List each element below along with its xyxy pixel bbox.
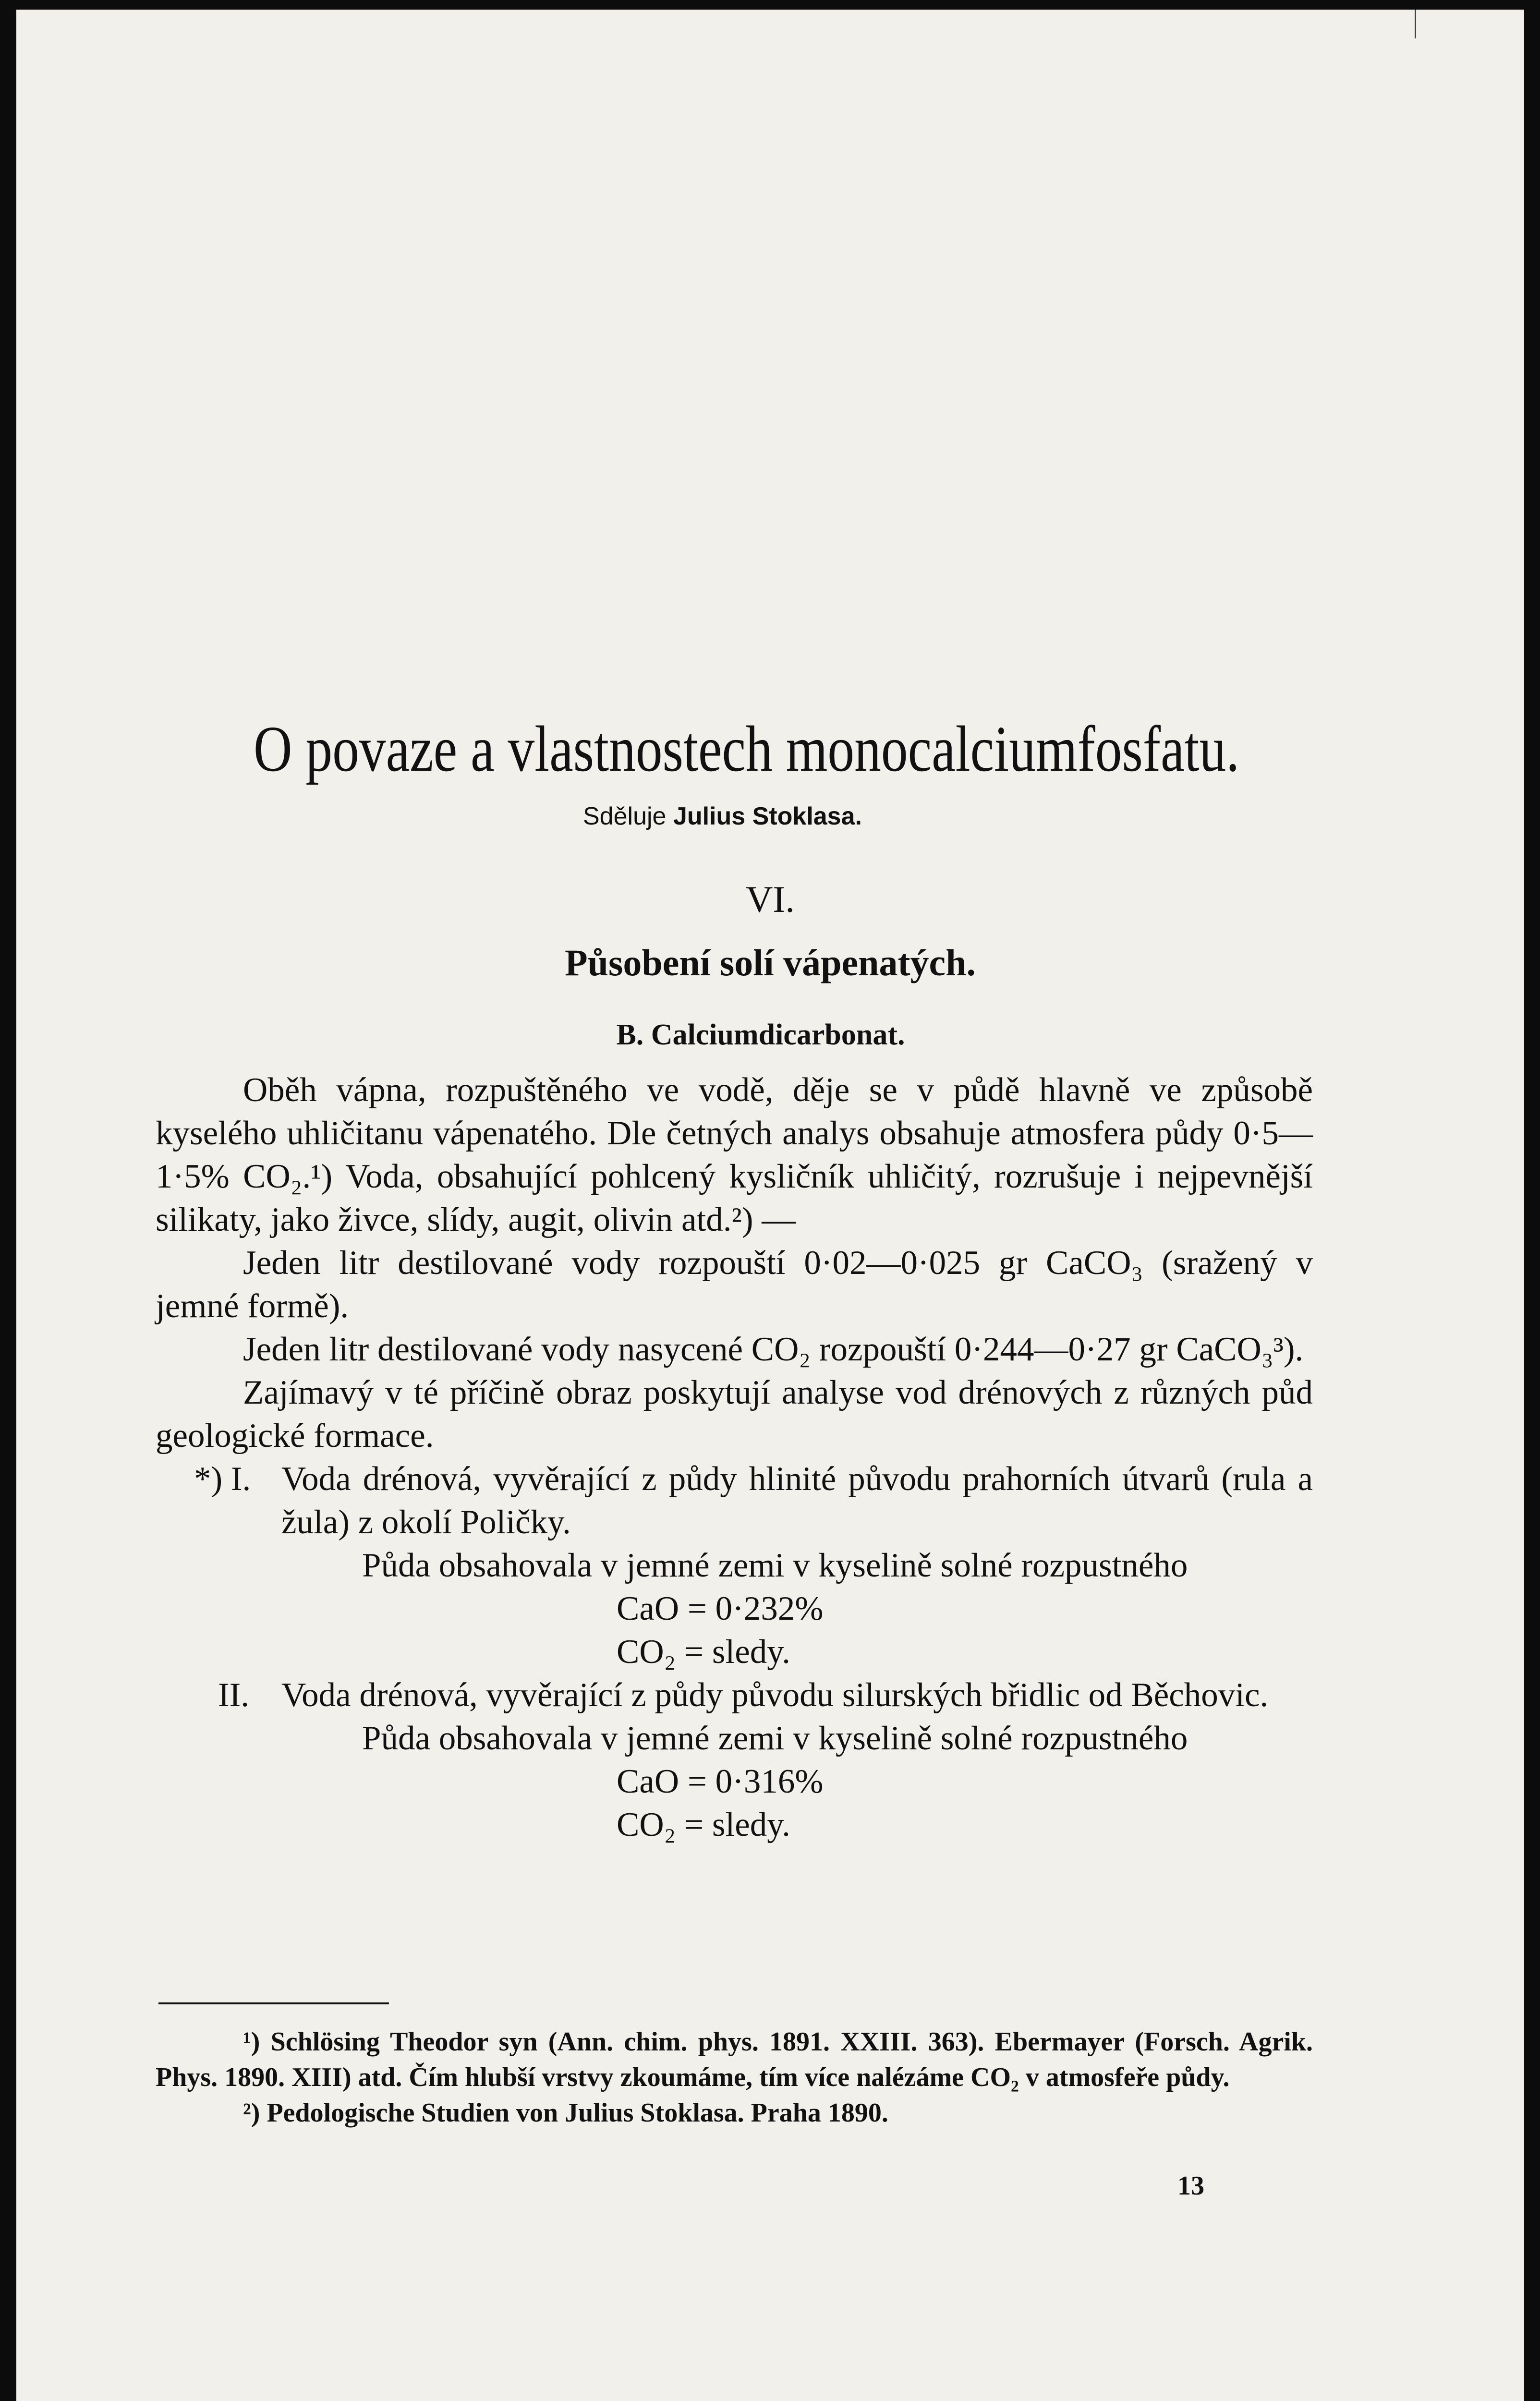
footnotes: [156, 2024, 1313, 2131]
page-number: 13: [1177, 2171, 1204, 2201]
soil-note: Půda obsahovala v jemné zemi v kyselině solné rozpustného: [362, 1547, 1188, 1584]
list-marker: *) I.: [194, 1460, 251, 1498]
subsection-heading: B. Calciumdicarbonat.: [616, 1019, 905, 1051]
footnote: ¹) Schlösing Theodor syn (Ann. chim. phys. 1891. XXIII. 363). Ebermayer (Forsch. Agrik. Phys. 1890. XIII) atd. Čím hlubší vrstvy zkoumáme, tím více nalézáme CO₂ v atmosfeře půdy.: [156, 2027, 1313, 2092]
footnote-divider: [158, 2002, 389, 2004]
part-number: VI.: [746, 878, 795, 920]
formula-co2: CO₂ = sledy.: [617, 1806, 790, 1843]
crop-mark: [1415, 10, 1416, 38]
paragraph: Zajímavý v té příčině obraz poskytují analyse vod drénových z různých půd geologické formace.: [156, 1374, 1313, 1455]
article-title: O povaze a vlastnostech monocalciumfosfatu.: [254, 713, 1240, 785]
author-prefix: Sdělu​je: [583, 802, 667, 830]
author-line: [583, 802, 862, 831]
formula-co2: CO₂ = sledy.: [617, 1633, 790, 1671]
paragraph: Jeden litr destilované vody rozpouští 0·02—0·025 gr CaCO₃ (sražený v jemné formě).: [156, 1244, 1313, 1325]
soil-note: Půda obsahovala v jemné zemi v kyselině solné rozpustného: [362, 1720, 1188, 1757]
section-heading: Působení solí vápenatých.: [565, 942, 976, 983]
list-item-text: Voda drénová, vyvěrající z půdy hlinité původu prahorních útvarů (rula a žula) z okolí Poličky.: [281, 1460, 1313, 1541]
paragraph: Oběh vápna, rozpuštěného ve vodě, děje se v půdě hlavně ve způsobě kyselého uhličitanu vápenatého. Dle četných analys obsahuje atmosfera půdy 0·5—1·5% CO₂.¹) Voda, obsahující pohlcený kysličník uhličitý, rozrušuje i nejpevnější silikaty, jako živce, slídy, augit, olivin atd.²) —: [156, 1071, 1313, 1238]
formula-cao: CaO = 0·232%: [617, 1590, 824, 1627]
formula-cao: CaO = 0·316%: [617, 1763, 824, 1800]
list-marker: II.: [218, 1676, 250, 1714]
list-item: [156, 1673, 1313, 1717]
list-item-text: Voda drénová, vyvěrající z půdy původu silurských břidlic od Běchovic.: [281, 1676, 1269, 1714]
footnote: ²) Pedologische Studien von Julius Stoklasa. Praha 1890.: [243, 2098, 888, 2128]
list-item: [156, 1457, 1313, 1544]
paragraph: Jeden litr destilované vody nasycené CO₂ rozpouští 0·244—0·27 gr CaCO₃³).: [243, 1331, 1304, 1368]
body-text: [156, 1068, 1313, 1846]
document-page: [16, 10, 1524, 2401]
author-name: Julius Stoklasa.: [673, 802, 862, 830]
bleed-through-text: [141, 269, 1438, 322]
